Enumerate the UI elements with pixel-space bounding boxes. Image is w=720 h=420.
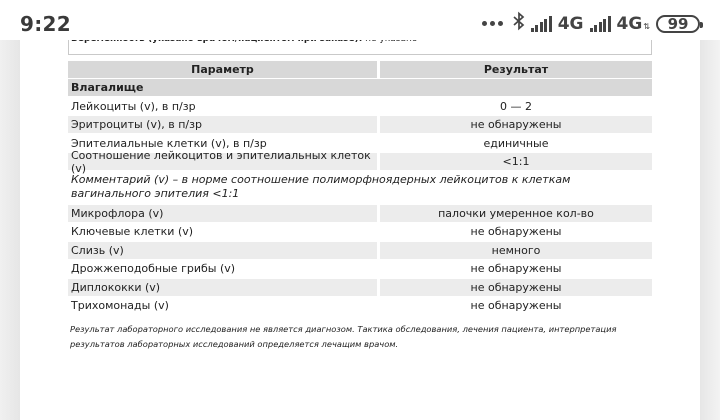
more-dots-icon (482, 21, 503, 26)
table-row (68, 148, 652, 175)
param-name: Эритроциты (v), в п/зр (68, 116, 377, 133)
status-bar (0, 0, 720, 40)
table-row (68, 97, 652, 116)
table-row (68, 260, 652, 279)
param-name: Дрожжеподобные грибы (v) (71, 262, 236, 276)
param-name: Лейкоциты (v), в п/зр (71, 99, 196, 113)
param-result: не обнаружены (470, 225, 562, 239)
table-row (68, 204, 652, 223)
table-row (68, 297, 652, 316)
signal-icon (531, 16, 552, 32)
param-result: не обнаружены (470, 299, 562, 313)
document-page[interactable] (20, 40, 700, 420)
page-edge-left (0, 40, 20, 420)
status-icons (482, 12, 700, 35)
param-name: Слизь (v) (68, 242, 377, 259)
battery-icon (656, 15, 700, 33)
param-name: Эпителиальные клетки (v), в п/зр (71, 136, 267, 150)
param-result: не обнаружены (470, 262, 562, 276)
param-name: Диплококки (v) (68, 279, 377, 296)
section-row (68, 79, 652, 98)
param-result: <1:1 (380, 153, 652, 170)
table-header (68, 60, 652, 79)
param-result: не обнаружены (380, 116, 652, 133)
data-arrows-icon: ⇅ (643, 22, 650, 31)
table-row (68, 241, 652, 260)
param-name: Трихомонады (v) (71, 299, 169, 313)
network-type-2: 4G (616, 13, 643, 34)
pregnancy-info-box (68, 40, 652, 55)
battery-level: 99 (667, 14, 689, 33)
comment-text: Комментарий (v) – в норме соотношение полиморфноядерных лейкоцитов к клеткам вагинального эпителия <1:1 (71, 173, 571, 200)
section-title: Влагалище (68, 79, 652, 96)
network-type-1: 4G (557, 13, 584, 34)
lab-results-table (68, 60, 652, 315)
table-row (68, 223, 652, 242)
param-result: не обнаружены (380, 279, 652, 296)
header-result: Результат (380, 61, 652, 78)
signal-icon (590, 16, 611, 32)
param-result: единичные (483, 136, 549, 150)
comment-row (68, 171, 652, 204)
param-result: палочки умеренное кол-во (380, 205, 652, 222)
param-name: Ключевые клетки (v) (71, 225, 194, 239)
param-name: Соотношение лейкоцитов и эпителиальных клеток (v) (68, 153, 377, 170)
status-time: 9:22 (20, 12, 71, 36)
param-name: Микрофлора (v) (68, 205, 377, 222)
table-row (68, 116, 652, 135)
table-row (68, 278, 652, 297)
param-result: немного (380, 242, 652, 259)
header-parameter: Параметр (68, 61, 377, 78)
bluetooth-icon (513, 12, 525, 35)
page-edge-right (700, 40, 720, 420)
param-result: 0 — 2 (500, 99, 532, 113)
disclaimer-footnote: Результат лабораторного исследования не является диагнозом. Тактика обследования, лечения пациента, интерпретация результатов лабораторных исследований определяется лечащим врачом. (70, 324, 617, 349)
